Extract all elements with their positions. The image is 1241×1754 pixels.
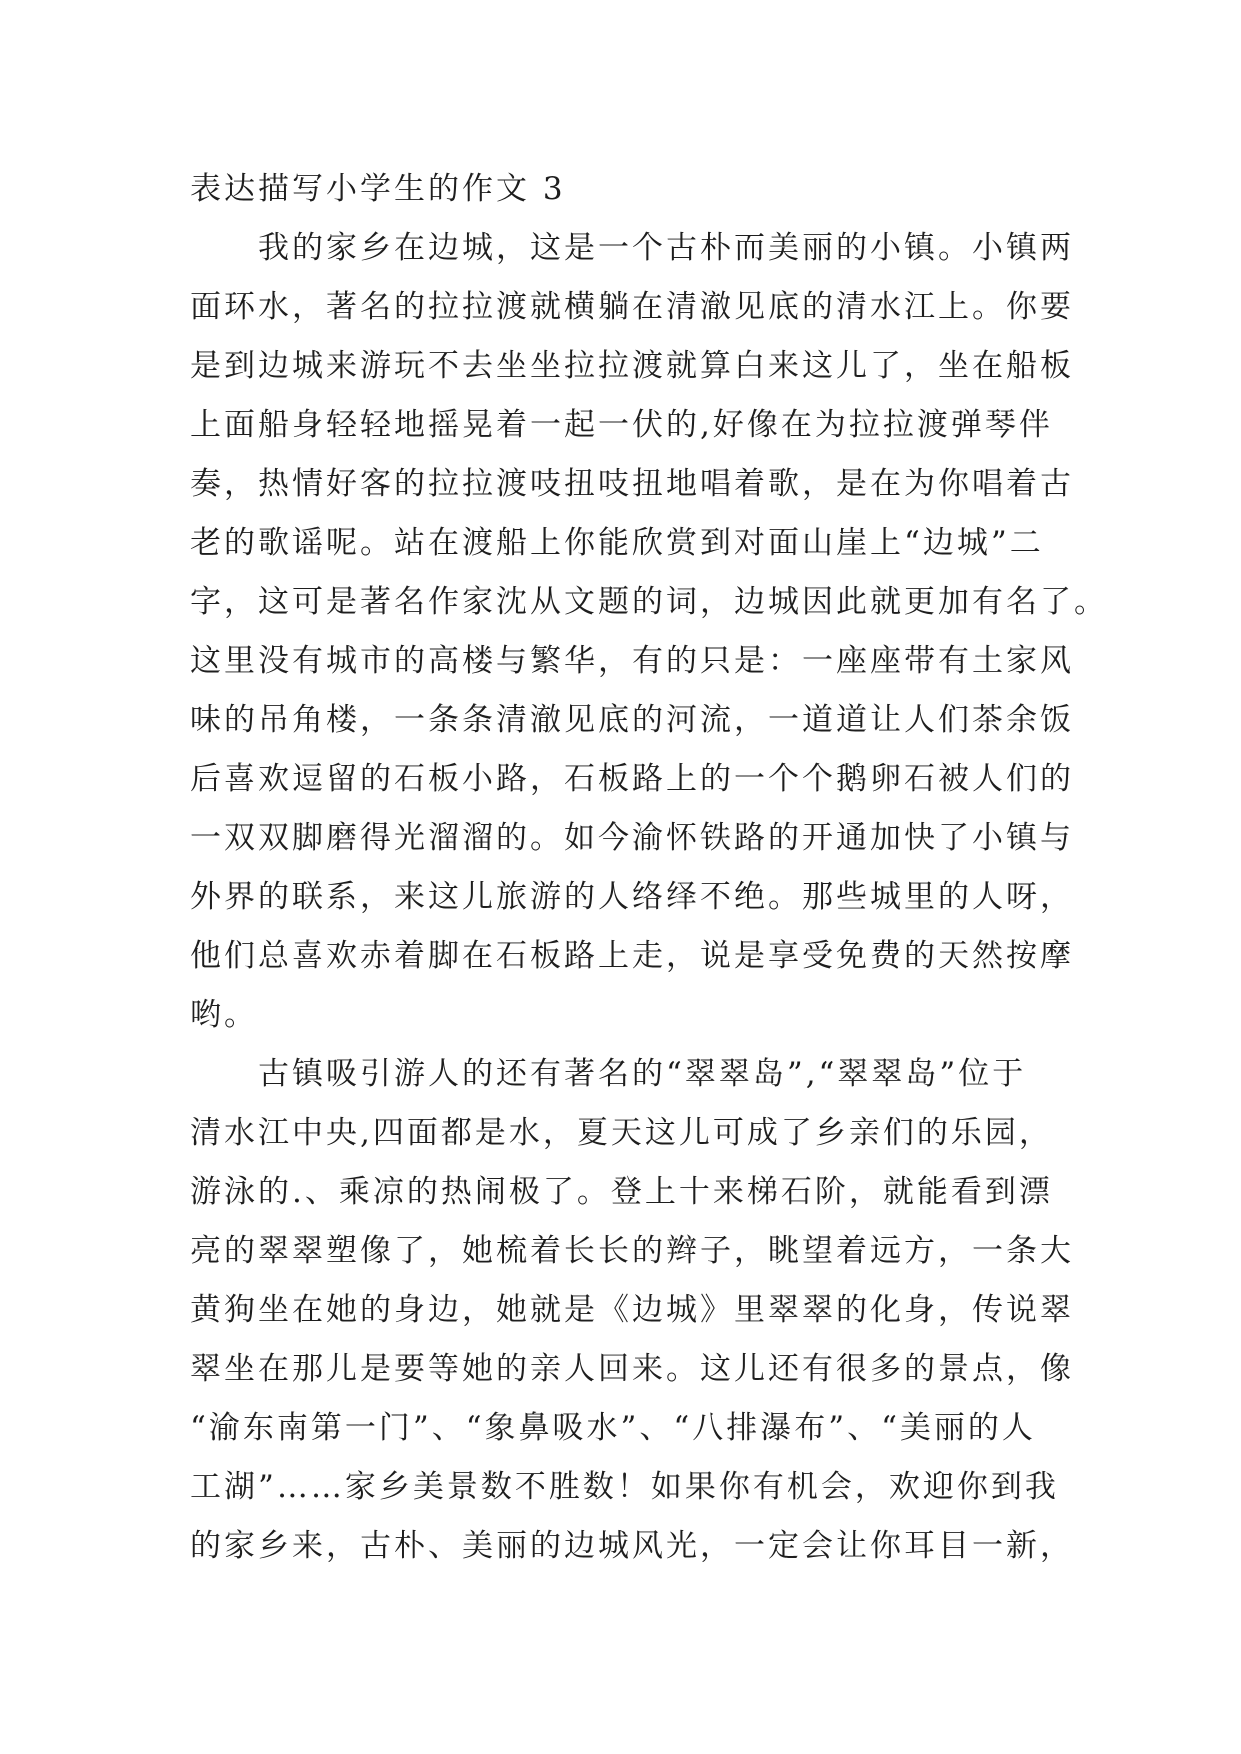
paragraph-line: 黄狗坐在她的身边，她就是《边城》里翠翠的化身，传说翠 xyxy=(190,1292,1074,1328)
paragraph-2 xyxy=(190,1045,1074,1576)
paragraph-line: 翠坐在那儿是要等她的亲人回来。这儿还有很多的景点，像 xyxy=(190,1351,1074,1387)
paragraph-line: 上面船身轻轻地摇晃着一起一伏的,好像在为拉拉渡弹琴伴 xyxy=(190,407,1053,443)
paragraph-line: 是到边城来游玩不去坐坐拉拉渡就算白来这儿了，坐在船板 xyxy=(190,348,1074,384)
paragraph-line: 清水江中央,四面都是水，夏天这儿可成了乡亲们的乐园， xyxy=(190,1115,1053,1151)
paragraph-line: 后喜欢逗留的石板小路，石板路上的一个个鹅卵石被人们的 xyxy=(190,761,1074,797)
paragraph-line: 字，这可是著名作家沈从文题的词，边城因此就更加有名了。 xyxy=(190,584,1108,620)
paragraph-line: 一双双脚磨得光溜溜的。如今渝怀铁路的开通加快了小镇与 xyxy=(190,820,1074,856)
paragraph-line: 奏，热情好客的拉拉渡吱扭吱扭地唱着歌，是在为你唱着古 xyxy=(190,466,1074,502)
paragraph-line: 老的歌谣呢。站在渡船上你能欣赏到对面山崖上“边城”二 xyxy=(190,525,1044,561)
paragraph-line: “渝东南第一门”、“象鼻吸水”、“八排瀑布”、“美丽的人 xyxy=(190,1410,1036,1446)
paragraph-line: 面环水，著名的拉拉渡就横躺在清澈见底的清水江上。你要 xyxy=(190,289,1074,325)
paragraph-line: 我的家乡在边城，这是一个古朴而美丽的小镇。小镇两 xyxy=(258,230,1074,266)
paragraph-1 xyxy=(190,219,1108,1045)
document-body xyxy=(190,160,1108,1576)
paragraph-line: 他们总喜欢赤着脚在石板路上走，说是享受免费的天然按摩 xyxy=(190,938,1074,974)
paragraph-line: 外界的联系，来这儿旅游的人络绎不绝。那些城里的人呀， xyxy=(190,879,1074,915)
paragraph-line: 这里没有城市的高楼与繁华，有的只是：一座座带有土家风 xyxy=(190,643,1074,679)
paragraph-line: 味的吊角楼，一条条清澈见底的河流，一道道让人们茶余饭 xyxy=(190,702,1074,738)
document-title: 表达描写小学生的作文 3 xyxy=(190,171,566,207)
paragraph-line: 古镇吸引游人的还有著名的“翠翠岛”,“翠翠岛”位于 xyxy=(258,1056,1027,1092)
paragraph-line: 游泳的.、乘凉的热闹极了。登上十来梯石阶，就能看到漂 xyxy=(190,1174,1053,1210)
paragraph-line: 的家乡来，古朴、美丽的边城风光，一定会让你耳目一新， xyxy=(190,1528,1074,1564)
paragraph-line: 亮的翠翠塑像了，她梳着长长的辫子，眺望着远方，一条大 xyxy=(190,1233,1074,1269)
paragraph-line: 工湖”……家乡美景数不胜数！如果你有机会，欢迎你到我 xyxy=(190,1469,1059,1505)
paragraph-line: 哟。 xyxy=(190,997,258,1033)
